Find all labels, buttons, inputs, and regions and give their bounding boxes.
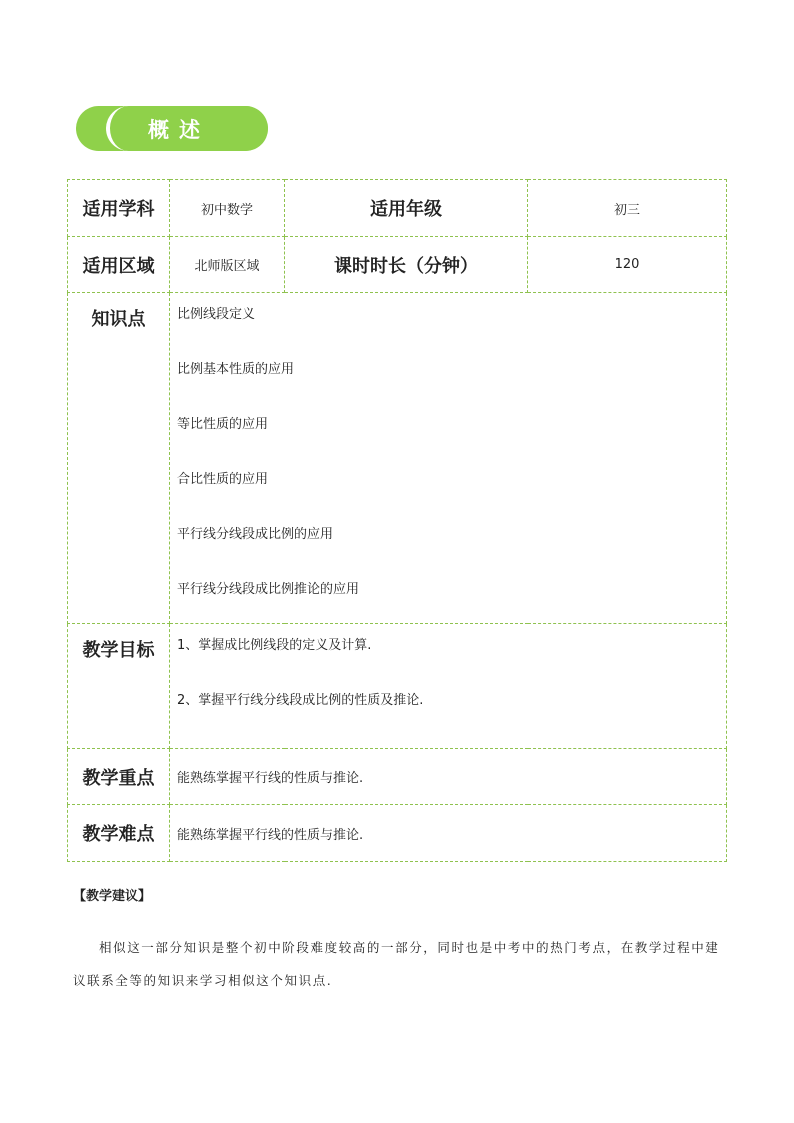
region-label: 适用区域	[68, 237, 170, 293]
duration-label: 课时时长（分钟）	[285, 237, 528, 293]
table-row	[68, 805, 727, 862]
suggestion-heading: 【教学建议】	[73, 889, 152, 904]
subject-label: 适用学科	[68, 180, 170, 237]
table-row	[68, 180, 727, 237]
region-value: 北师版区域	[170, 237, 285, 293]
list-item: 2、掌握平行线分线段成比例的性质及推论.	[177, 693, 424, 708]
list-item: 比例线段定义	[177, 307, 256, 322]
list-item: 1、掌握成比例线段的定义及计算.	[177, 638, 372, 653]
grade-label: 适用年级	[285, 180, 528, 237]
list-item: 合比性质的应用	[177, 472, 269, 487]
table-row	[68, 293, 727, 624]
lesson-info-table	[67, 179, 727, 862]
list-item: 比例基本性质的应用	[177, 362, 295, 377]
goals-label: 教学目标	[68, 624, 170, 749]
difficulty-value: 能熟练掌握平行线的性质与推论.	[170, 805, 727, 862]
table-row	[68, 749, 727, 805]
knowledge-label: 知识点	[68, 293, 170, 624]
section-title: 概述	[148, 117, 210, 142]
table-row	[68, 237, 727, 293]
focus-value: 能熟练掌握平行线的性质与推论.	[170, 749, 727, 805]
knowledge-list	[170, 293, 727, 624]
list-item: 平行线分线段成比例的应用	[177, 527, 334, 542]
focus-label: 教学重点	[68, 749, 170, 805]
goals-list	[170, 624, 727, 749]
grade-value: 初三	[528, 180, 727, 237]
duration-value: 120	[528, 237, 727, 293]
table-row	[68, 624, 727, 749]
section-pill	[106, 106, 268, 151]
list-item: 平行线分线段成比例推论的应用	[177, 582, 360, 597]
difficulty-label: 教学难点	[68, 805, 170, 862]
suggestion-body: 相似这一部分知识是整个初中阶段难度较高的一部分，同时也是中考中的热门考点，在教学过程中建议联系全等的知识来学习相似这个知识点.	[73, 940, 720, 988]
subject-value: 初中数学	[170, 180, 285, 237]
list-item: 等比性质的应用	[177, 417, 269, 432]
